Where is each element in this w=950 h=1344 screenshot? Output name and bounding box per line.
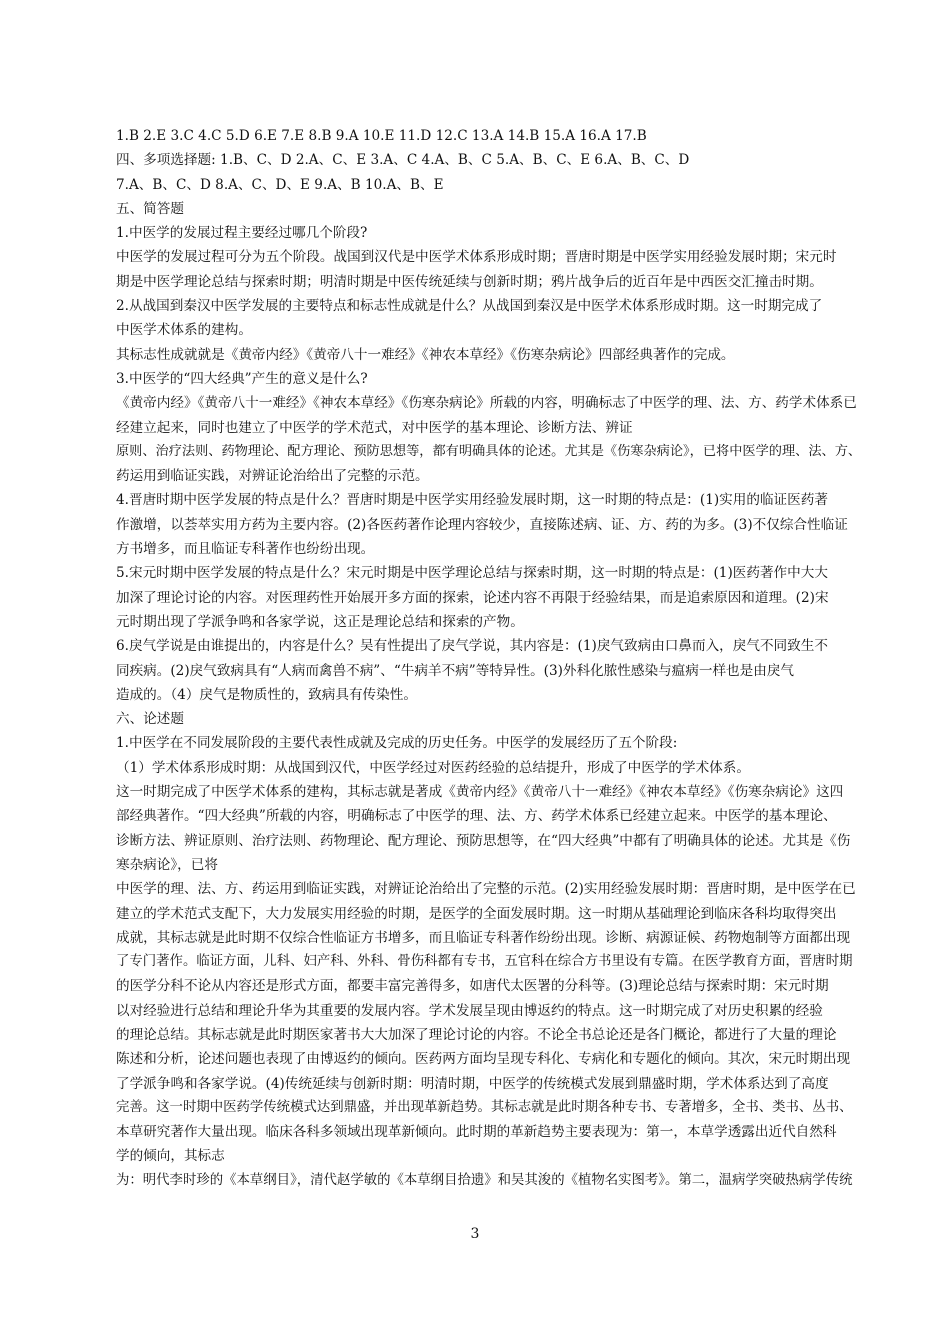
- text-line: 本草研究著作大量出现。临床各科多领域出现革新倾向。此时期的革新趋势主要表现为：第一，本草学透露出近代自然科: [116, 1124, 837, 1141]
- text-line: 的医学分科不论从内容还是形式方面，都要丰富完善得多，如唐代太医署的分科等。(3)理论总结与探索时期：宋元时期: [116, 978, 829, 995]
- text-line: 完善。这一时期中医药学传统模式达到鼎盛，并出现革新趋势。其标志就是此时期各种专书、专著增多，全书、类书、丛书、: [116, 1099, 853, 1115]
- text-line: 《黄帝内经》《黄帝八十一难经》《神农本草经》《伤寒杂病论》所载的内容，明确标志了中医学的理、法、方、药学术体系已: [116, 395, 857, 412]
- text-line: 陈述和分析，论述问题也表现了由博返约的倾向。医药两方面均呈现专科化、专病化和专题化的倾向。其次，宋元时期出现: [116, 1051, 851, 1068]
- text-line: 六、论述题: [116, 711, 184, 728]
- text-line: （1）学术体系形成时期：从战国到汉代，中医学经过对医药经验的总结提升，形成了中医学的学术体系。: [116, 759, 750, 776]
- text-line: 6.戾气学说是由谁提出的，内容是什么？吴有性提出了戾气学说，其内容是：(1)戾气致病由口鼻而入，戾气不同致生不: [116, 638, 828, 655]
- text-line: 这一时期完成了中医学术体系的建构，其标志就是著成《黄帝内经》《黄帝八十一难经》《神农本草经》《伤寒杂病论》这四: [116, 784, 844, 801]
- text-line: 原则、治疗法则、药物理论、配方理论、预防思想等，都有明确具体的论述。尤其是《伤寒杂病论》，已将中医学的理、法、方、: [116, 443, 862, 459]
- document-body: [116, 124, 862, 1193]
- text-line: 中医学术体系的建构。: [116, 322, 252, 339]
- text-line: 方书增多，而且临证专科著作也纷纷出现。: [116, 541, 375, 558]
- text-line: 五、简答题: [116, 200, 184, 217]
- text-line: 部经典著作。“四大经典”所载的内容，明确标志了中医学的理、法、方、药学术体系已经建立起来。中医学的基本理论、: [116, 808, 837, 825]
- text-line: 5.宋元时期中医学发展的特点是什么？宋元时期是中医学理论总结与探索时期，这一时期的特点是：(1)医药著作中大大: [116, 565, 828, 582]
- text-line: 了专门著作。临证方面，儿科、妇产科、外科、骨伤科都有专书，五官科在综合方书里设有专篇。在医学教育方面，晋唐时期: [116, 954, 853, 970]
- text-line: 中医学的理、法、方、药运用到临证实践，对辨证论治给出了完整的示范。(2)实用经验发展时期：晋唐时期，是中医学在已: [116, 881, 856, 898]
- text-line: 加深了理论讨论的内容。对医理药性开始展开多方面的探索，论述内容不再限于经验结果，而是追索原因和道理。(2)宋: [116, 589, 829, 606]
- text-line: 作激增，以荟萃实用方药为主要内容。(2)各医药著作论理内容较少，直接陈述病、证、方、药的为多。(3)不仅综合性临证: [116, 516, 848, 533]
- text-line: 同疾病。(2)戾气致病具有“人病而禽兽不病”、“牛病羊不病”等特异性。(3)外科化脓性感染与瘟病一样也是由戾气: [116, 662, 795, 679]
- text-line: 元时期出现了学派争鸣和各家学说，这正是理论总结和探索的产物。: [116, 613, 524, 630]
- text-line: 以对经验进行总结和理论升华为其重要的发展内容。学术发展呈现由博返约的特点。这一时期完成了对历史积累的经验: [116, 1002, 823, 1019]
- text-line: 7.A、B、C、D 8.A、C、D、E 9.A、B 10.A、B、E: [116, 176, 444, 193]
- text-line: 学的倾向，其标志: [116, 1148, 225, 1165]
- text-line: 诊断方法、辨证原则、治疗法则、药物理论、配方理论、预防思想等，在“四大经典”中都有了明确具体的论述。尤其是《伤: [116, 832, 851, 849]
- text-line: 药运用到临证实践，对辨证论治给出了完整的示范。: [116, 468, 429, 485]
- text-line: 为：明代李时珍的《本草纲目》，清代赵学敏的《本草纲目拾遗》和吴其浚的《植物名实图考》。第二，温病学突破热病学传统: [116, 1172, 853, 1188]
- text-line: 建立的学术范式支配下，大力发展实用经验的时期，是医学的全面发展时期。这一时期从基础理论到临床各科均取得突出: [116, 905, 837, 922]
- text-line: 2.从战国到秦汉中医学发展的主要特点和标志性成就是什么？从战国到秦汉是中医学术体系形成时期。这一时期完成了: [116, 298, 823, 315]
- text-line: 1.B 2.E 3.C 4.C 5.D 6.E 7.E 8.B 9.A 10.E 11.D 12.C 13.A 14.B 15.A 16.A 17.B: [116, 128, 647, 144]
- text-line: 的理论总结。其标志就是此时期医家著书大大加深了理论讨论的内容。不论全书总论还是各门概论，都进行了大量的理论: [116, 1026, 837, 1043]
- text-line: 1.中医学在不同发展阶段的主要代表性成就及完成的历史任务。中医学的发展经历了五个阶段:: [116, 735, 678, 752]
- text-line: 成就，其标志就是此时期不仅综合性临证方书增多，而且临证专科著作纷纷出现。诊断、病源证候、药物炮制等方面都出现: [116, 929, 851, 946]
- text-line: 经建立起来，同时也建立了中医学的学术范式，对中医学的基本理论、诊断方法、辨证: [116, 419, 633, 436]
- text-line: 中医学的发展过程可分为五个阶段。战国到汉代是中医学术体系形成时期；晋唐时期是中医学实用经验发展时期；宋元时: [116, 249, 837, 266]
- page-number: 3: [470, 1226, 480, 1242]
- text-line: 寒杂病论》，已将: [116, 856, 218, 873]
- text-line: 3.中医学的“四大经典”产生的意义是什么?: [116, 370, 368, 387]
- text-line: 了学派争鸣和各家学说。(4)传统延续与创新时期：明清时期，中医学的传统模式发展到鼎盛时期，学术体系达到了高度: [116, 1075, 829, 1092]
- text-line: 1.中医学的发展过程主要经过哪几个阶段?: [116, 225, 368, 242]
- text-line: 期是中医学理论总结与探索时期；明清时期是中医传统延续与创新时期；鸦片战争后的近百年是中西医交汇撞击时期。: [116, 273, 823, 290]
- text-line: 四、多项选择题: 1.B、C、D 2.A、C、E 3.A、C 4.A、B、C 5.A、B、C、E 6.A、B、C、D: [116, 152, 690, 169]
- text-line: 造成的。（4）戾气是物质性的，致病具有传染性。: [116, 686, 417, 703]
- text-line: 4.晋唐时期中医学发展的特点是什么？晋唐时期是中医学实用经验发展时期，这一时期的特点是：(1)实用的临证医药著: [116, 492, 828, 509]
- text-line: 其标志性成就就是《黄帝内经》《黄帝八十一难经》《神农本草经》《伤寒杂病论》四部经典著作的完成。: [116, 346, 735, 363]
